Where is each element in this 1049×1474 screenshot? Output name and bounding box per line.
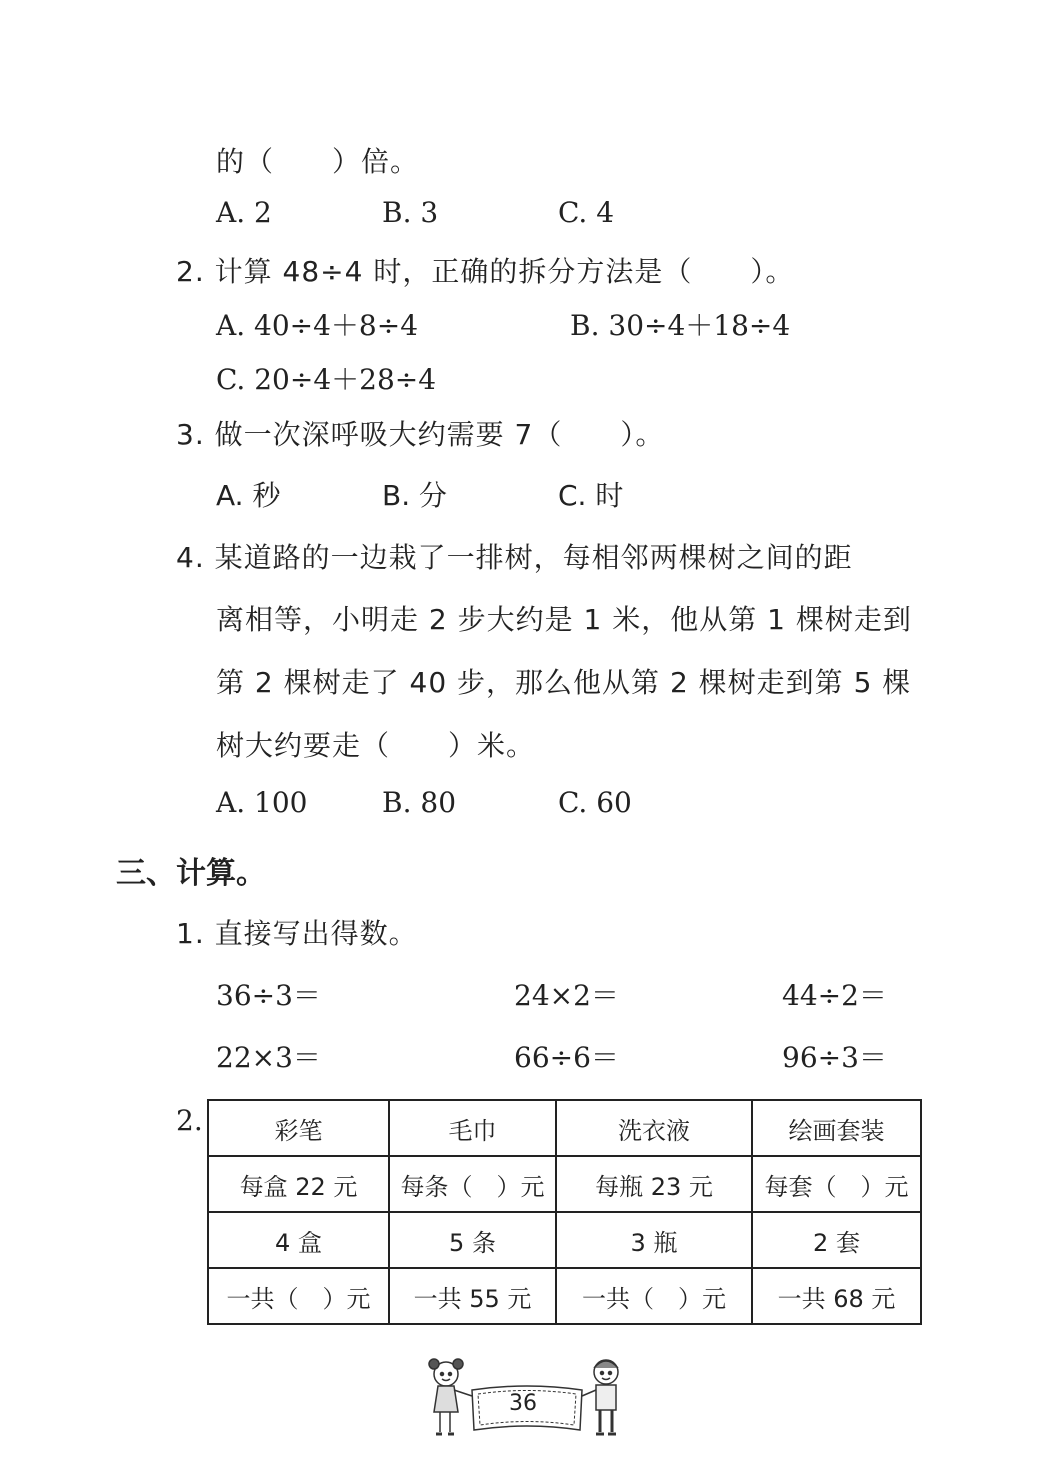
q4-line-1: 4. 某道路的一边栽了一排树，每相邻两棵树之间的距: [176, 541, 853, 574]
q4-option-a: A. 100: [216, 786, 308, 819]
table-cell: 一共（ ）元: [556, 1268, 752, 1324]
price-table: [207, 1099, 922, 1325]
table-cell: 一共（ ）元: [208, 1268, 389, 1324]
table-cell: 绘画套装: [752, 1100, 921, 1156]
q2-option-a: A. 40÷4＋8÷4: [216, 309, 419, 342]
calc-item: 44÷2＝: [782, 979, 887, 1012]
table-cell: 毛巾: [389, 1100, 556, 1156]
calc-item: 96÷3＝: [782, 1041, 887, 1074]
subsection-2-number: 2.: [176, 1104, 203, 1137]
table-cell: 2 套: [752, 1212, 921, 1268]
table-cell: 每盒 22 元: [208, 1156, 389, 1212]
table-cell: 每条（ ）元: [389, 1156, 556, 1212]
calc-item: 22×3＝: [216, 1041, 321, 1074]
table-cell: 彩笔: [208, 1100, 389, 1156]
q3-option-a: A. 秒: [216, 479, 281, 512]
table-row: [208, 1156, 921, 1212]
calc-item: 24×2＝: [514, 979, 619, 1012]
q3-option-b: B. 分: [382, 479, 448, 512]
subsection-1-title: 1. 直接写出得数。: [176, 917, 418, 950]
q2-text: 2. 计算 48÷4 时，正确的拆分方法是（ ）。: [176, 255, 795, 288]
q4-line-2: 离相等，小明走 2 步大约是 1 米，他从第 1 棵树走到: [216, 603, 912, 636]
q3-text: 3. 做一次深呼吸大约需要 7（ ）。: [176, 418, 665, 451]
q3-option-c: C. 时: [558, 479, 624, 512]
q1-tail: 的（ ）倍。: [216, 145, 420, 178]
table-row: [208, 1100, 921, 1156]
table-cell: 4 盒: [208, 1212, 389, 1268]
table-cell: 每瓶 23 元: [556, 1156, 752, 1212]
q2-option-b: B. 30÷4＋18÷4: [570, 309, 791, 342]
table-cell: 一共 68 元: [752, 1268, 921, 1324]
table-cell: 每套（ ）元: [752, 1156, 921, 1212]
q4-option-c: C. 60: [558, 786, 632, 819]
table-cell: 洗衣液: [556, 1100, 752, 1156]
q1-option-a: A. 2: [216, 196, 272, 229]
table-cell: 一共 55 元: [389, 1268, 556, 1324]
page-number: 36: [509, 1391, 537, 1416]
girl-figure-icon: [429, 1359, 472, 1434]
calc-item: 66÷6＝: [514, 1041, 619, 1074]
q4-option-b: B. 80: [382, 786, 457, 819]
q1-option-c: C. 4: [558, 196, 615, 229]
q2-option-c: C. 20÷4＋28÷4: [216, 363, 437, 396]
calc-item: 36÷3＝: [216, 979, 321, 1012]
table-cell: 5 条: [389, 1212, 556, 1268]
section-title: 三、计算。: [116, 856, 266, 891]
table-row: [208, 1268, 921, 1324]
table-cell: 3 瓶: [556, 1212, 752, 1268]
q4-line-4: 树大约要走（ ）米。: [216, 729, 536, 762]
q1-option-b: B. 3: [382, 196, 439, 229]
table-row: [208, 1212, 921, 1268]
q4-line-3: 第 2 棵树走了 40 步，那么他从第 2 棵树走到第 5 棵: [216, 666, 912, 699]
boy-figure-icon: [582, 1360, 618, 1434]
